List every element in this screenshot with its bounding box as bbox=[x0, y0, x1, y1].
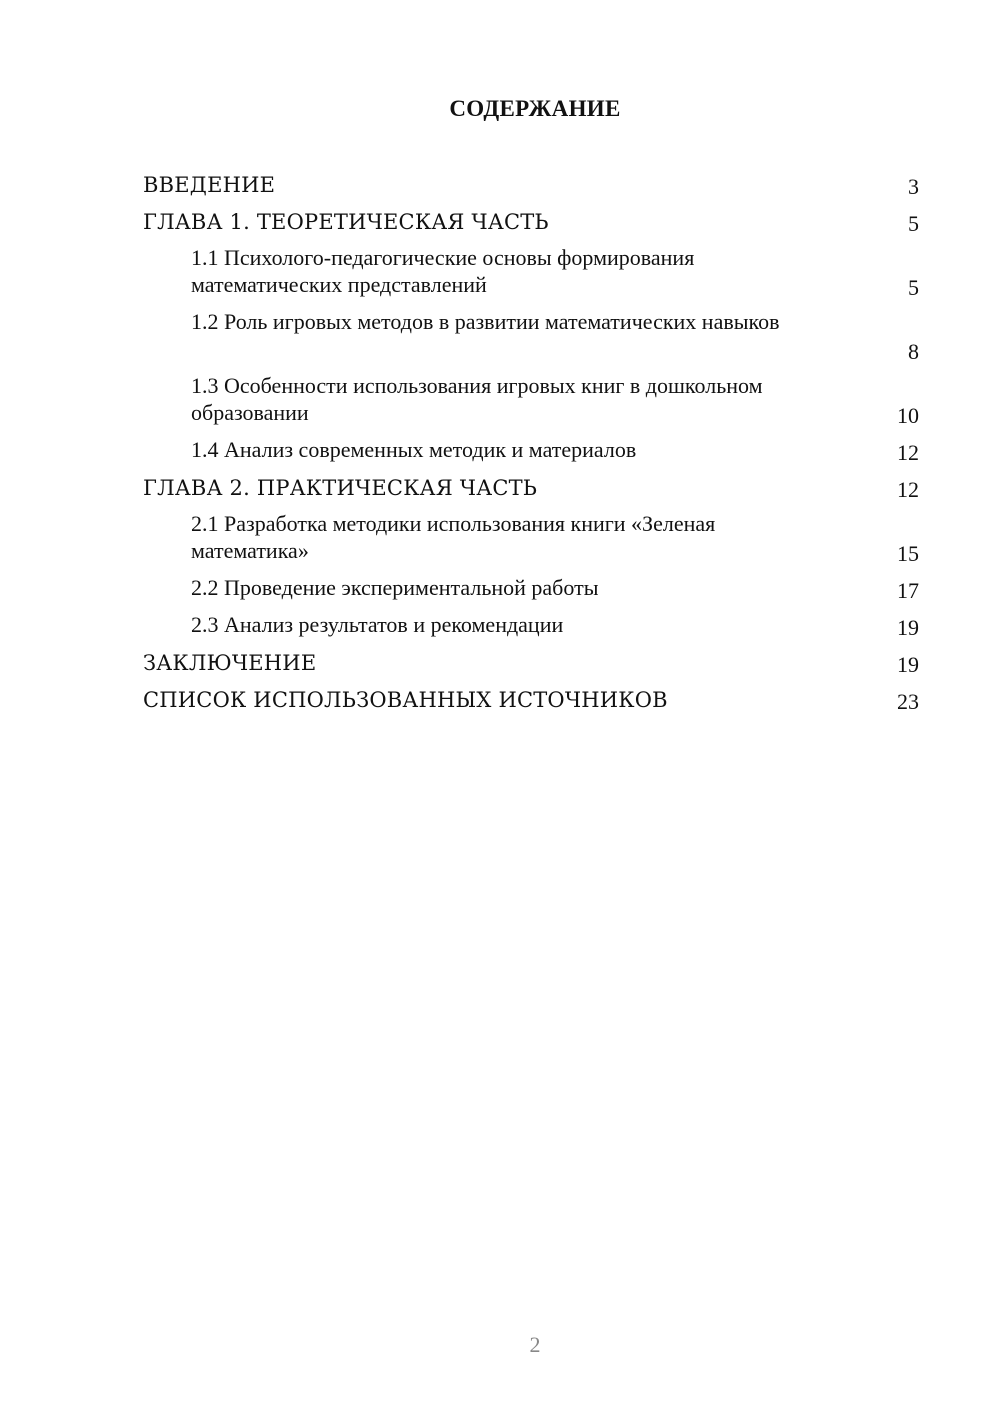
toc-entry-page: 17 bbox=[897, 578, 919, 603]
page-number: 2 bbox=[529, 1332, 541, 1357]
toc-entry-section-1-4 bbox=[143, 436, 919, 473]
toc-entry-references bbox=[143, 685, 919, 722]
toc-entry-section-2-2 bbox=[143, 574, 919, 611]
toc-entry-text: 2.1 Разработка методики использования книги «Зеленая математика» bbox=[191, 511, 716, 563]
toc-entry-section-1-2 bbox=[143, 308, 919, 372]
toc-entry-text: 1.3 Особенности использования игровых книг в дошкольном образовании bbox=[191, 373, 763, 425]
toc-entry-page: 19 bbox=[897, 652, 919, 677]
toc-entry-conclusion bbox=[143, 648, 919, 685]
toc-entry-text: 1.2 Роль игровых методов в развитии математических навыков bbox=[191, 309, 780, 334]
toc-entry-page: 8 bbox=[908, 339, 919, 364]
toc-entry-section-1-3 bbox=[143, 372, 919, 436]
toc-entry-text: ЗАКЛЮЧЕНИЕ bbox=[143, 651, 317, 675]
toc-entry-text: ГЛАВА 1. ТЕОРЕТИЧЕСКАЯ ЧАСТЬ bbox=[143, 210, 549, 234]
toc-entry-text: 1.1 Психолого-педагогические основы формирования математических представлений bbox=[191, 245, 695, 297]
toc-entry-text: ВВЕДЕНИЕ bbox=[143, 173, 276, 197]
toc-entry-page: 19 bbox=[897, 615, 919, 640]
toc-entry-section-2-3 bbox=[143, 611, 919, 648]
toc-entry-page: 12 bbox=[897, 477, 919, 502]
toc-entry-page: 5 bbox=[908, 275, 919, 300]
toc-entry-section-2-1 bbox=[143, 510, 919, 574]
page-title: СОДЕРЖАНИЕ bbox=[449, 96, 621, 121]
toc-entry-page: 3 bbox=[908, 174, 919, 199]
toc-entry-page: 12 bbox=[897, 440, 919, 465]
toc-entry-page: 10 bbox=[897, 403, 919, 428]
toc-entry-page: 5 bbox=[908, 211, 919, 236]
toc-entry-introduction bbox=[143, 170, 919, 207]
toc-entry-chapter-1 bbox=[143, 207, 919, 244]
toc-entry-page: 23 bbox=[897, 689, 919, 714]
toc-entry-chapter-2 bbox=[143, 473, 919, 510]
toc-entry-text: ГЛАВА 2. ПРАКТИЧЕСКАЯ ЧАСТЬ bbox=[143, 476, 538, 500]
toc-entry-section-1-1 bbox=[143, 244, 919, 308]
toc-entry-text: СПИСОК ИСПОЛЬЗОВАННЫХ ИСТОЧНИКОВ bbox=[143, 688, 668, 712]
toc-entry-page: 15 bbox=[897, 541, 919, 566]
toc-entry-text: 1.4 Анализ современных методик и материалов bbox=[191, 437, 637, 462]
toc-entry-text: 2.3 Анализ результатов и рекомендации bbox=[191, 612, 564, 637]
toc-entry-text: 2.2 Проведение экспериментальной работы bbox=[191, 575, 599, 600]
table-of-contents bbox=[143, 170, 919, 722]
